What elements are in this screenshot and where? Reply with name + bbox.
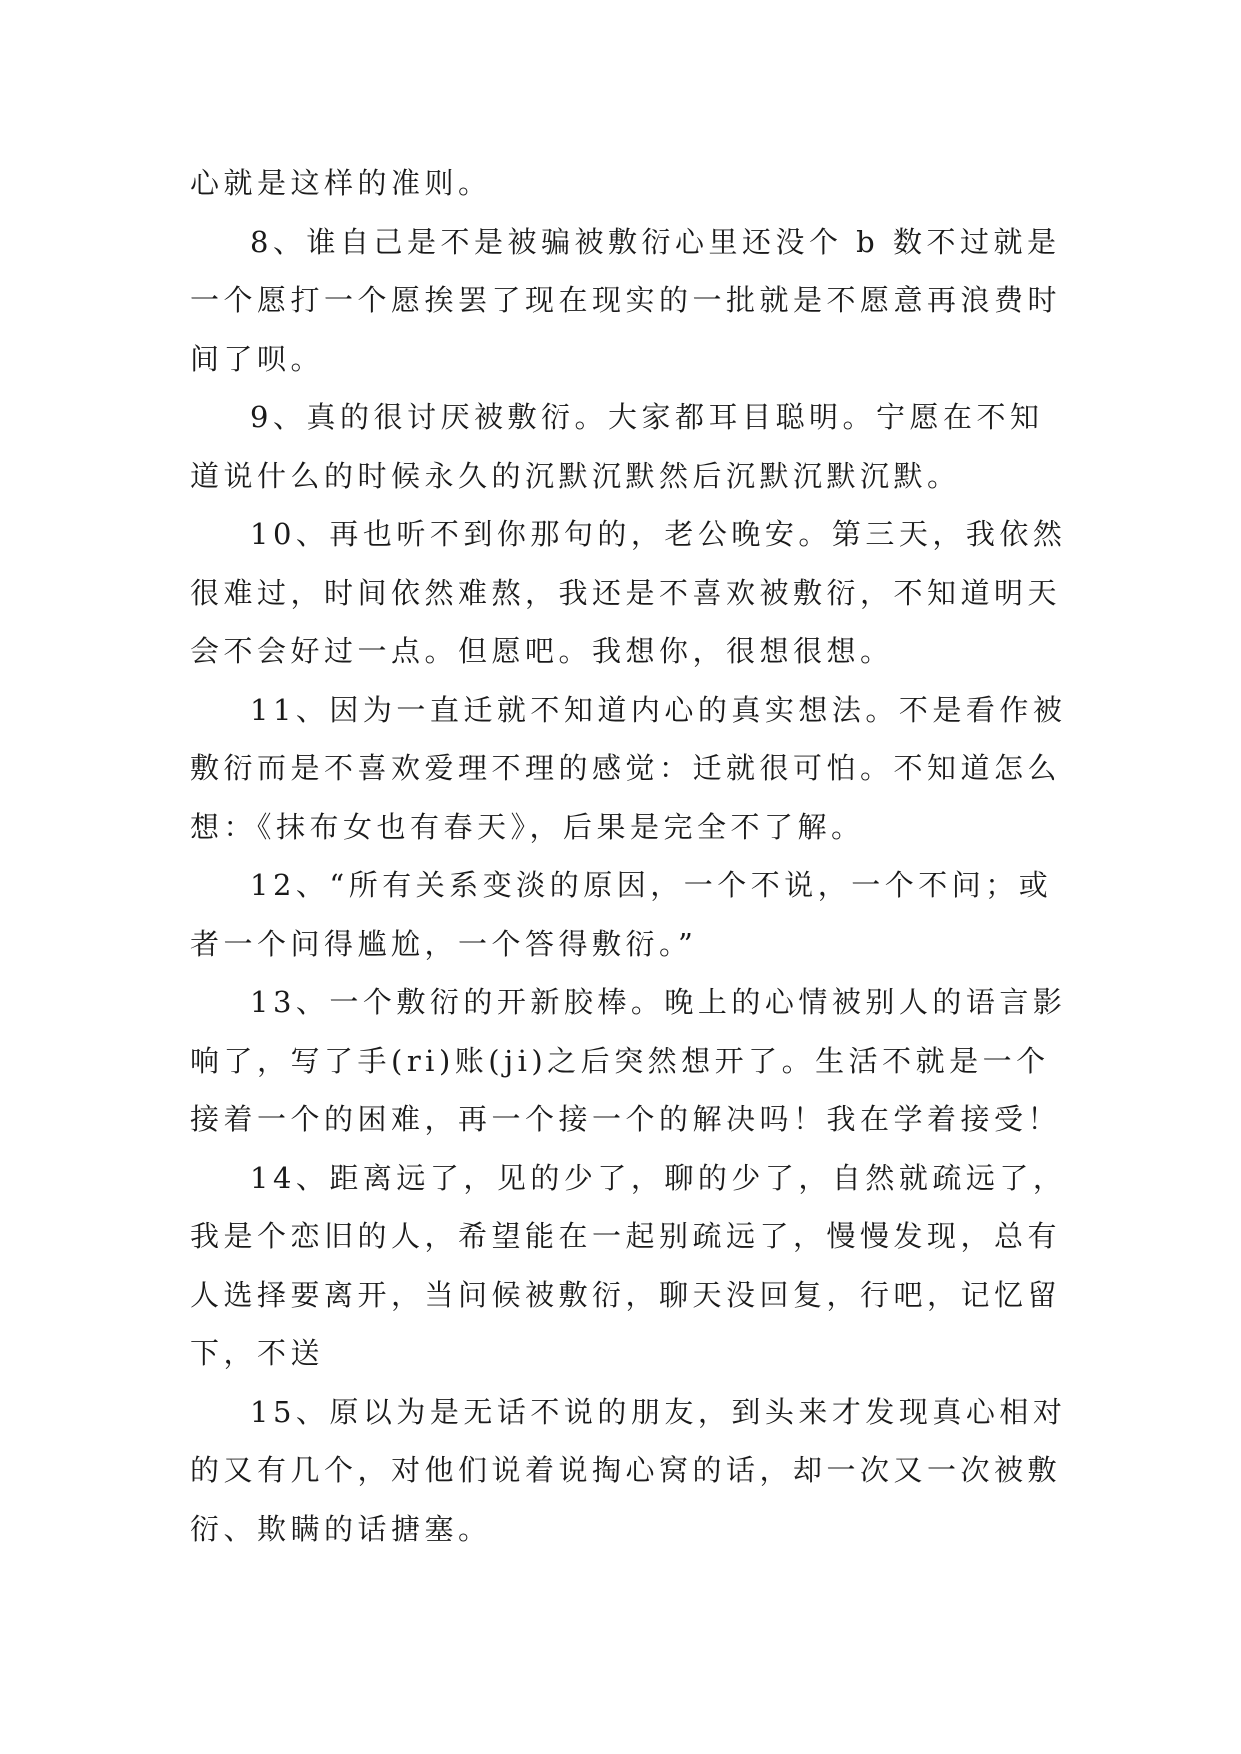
paragraph-item-14: 14、距离远了，见的少了，聊的少了，自然就疏远了，我是个恋旧的人，希望能在一起别疏远了，慢慢发现，总有人选择要离开，当问候被敷衍，聊天没回复，行吧，记忆留下，不送 xyxy=(190,1160,1067,1370)
paragraph-item-11: 11、因为一直迁就不知道内心的真实想法。不是看作被敷衍而是不喜欢爱理不理的感觉：迁就很可怕。不知道怎么想：《抹布女也有春天》，后果是完全不了解。 xyxy=(190,692,1067,844)
document-body xyxy=(190,154,1070,1558)
paragraph-item-13: 13、一个敷衍的开新胶棒。晚上的心情被别人的语言影响了，写了手(ri)账(ji)之后突然想开了。生活不就是一个接着一个的困难，再一个接一个的解决吗！我在学着接受！ xyxy=(190,985,1067,1136)
paragraph-item-15: 15、原以为是无话不说的朋友，到头来才发现真心相对的又有几个，对他们说着说掏心窝的话，却一次又一次被敷衍、欺瞒的话搪塞。 xyxy=(190,1394,1067,1546)
paragraph-item-9: 9、真的很讨厌被敷衍。大家都耳目聪明。宁愿在不知道说什么的时候永久的沉默沉默然后沉默沉默沉默。 xyxy=(190,400,1044,493)
paragraph-item-8: 8、谁自己是不是被骗被敷衍心里还没个 b 数不过就是一个愿打一个愿挨罢了现在现实的一批就是不愿意再浪费时间了呗。 xyxy=(190,224,1062,376)
paragraph-continuation: 心就是这样的准则。 xyxy=(190,166,492,200)
paragraph-item-10: 10、再也听不到你那句的，老公晚安。第三天，我依然很难过，时间依然难熬，我还是不喜欢被敷衍，不知道明天会不会好过一点。但愿吧。我想你，很想很想。 xyxy=(190,517,1067,668)
paragraph-item-12: 12、“所有关系变淡的原因，一个不说，一个不问；或者一个问得尴尬，一个答得敷衍。” xyxy=(190,868,1053,961)
